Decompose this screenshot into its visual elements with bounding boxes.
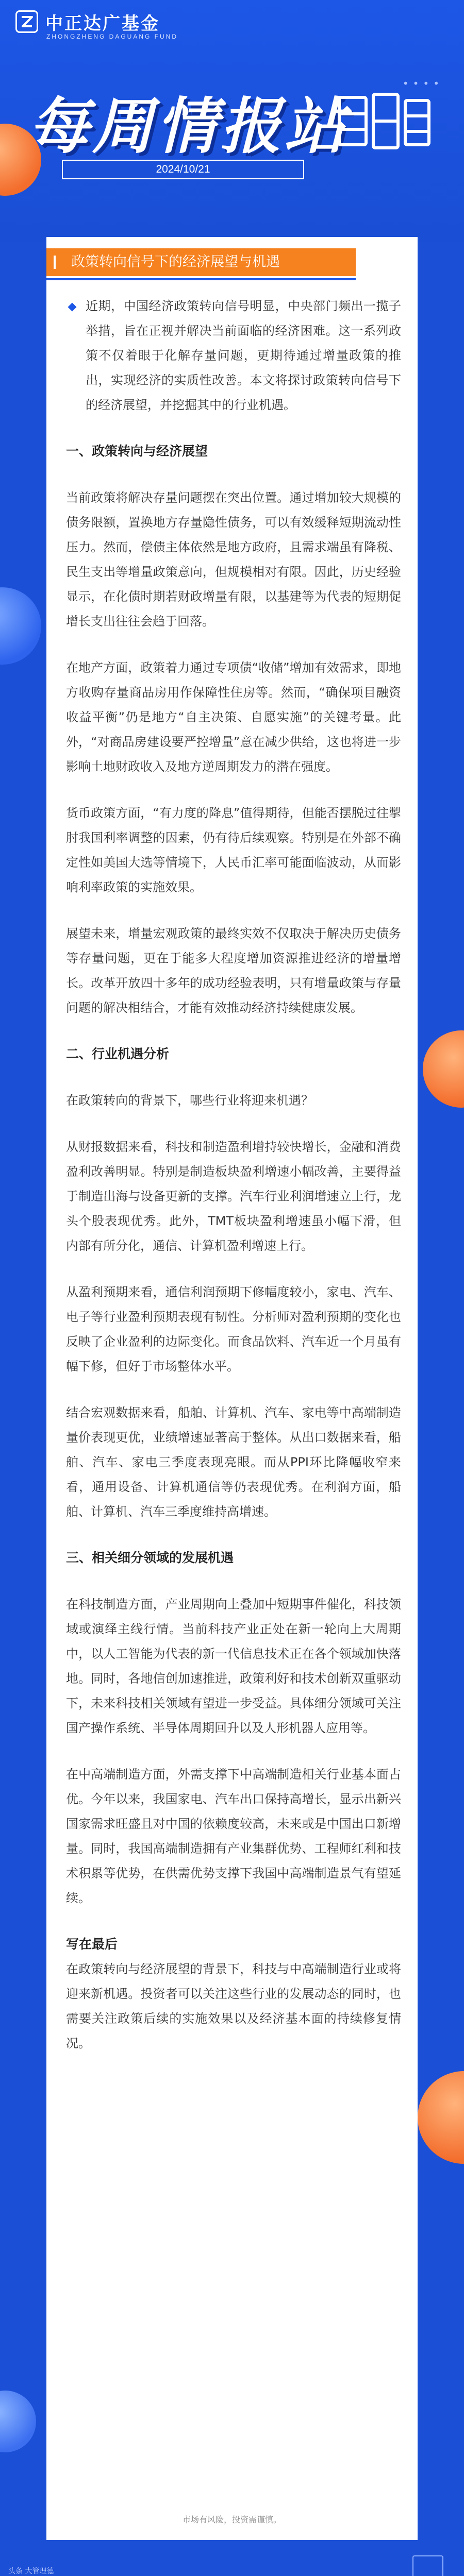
decorative-orange-orb xyxy=(418,2071,464,2164)
decorative-orange-orb xyxy=(423,1030,464,1108)
paragraph: 在地产方面，政策着力通过专项债“收储”增加有效需求，即地方收购存量商品房用作保障性住房等。然而，“确保项目融资收益平衡”仍是地方“自主决策、自愿实施”的关键考量。此外，“对商品房建设要严控增量”意在减少供给，这也将进一步影响土地财政收入及地方逆周期发力的潜在强度。 xyxy=(66,660,401,774)
title-bracket-icon xyxy=(54,256,63,269)
weekly-report-icon xyxy=(335,90,433,152)
page-title: 每周情报站 xyxy=(28,91,349,162)
brand-name: 中正达广基金 xyxy=(45,13,160,34)
watermark: 头条 大管理德 xyxy=(8,2567,54,2575)
decorative-blue-orb xyxy=(0,587,41,665)
decorative-blue-orb xyxy=(0,2391,36,2452)
section-heading: 二、行业机遇分析 xyxy=(66,1046,170,1061)
article-card xyxy=(46,237,418,2540)
paragraph: 结合宏观数据来看，船舶、计算机、汽车、家电等中高端制造量价表现更优，业绩增速显著高于整体。从出口数据来看，船舶、汽车、家电三季度表现亮眼。而从PPI环比降幅收窄来看，通用设备、计算机通信等仍表现优秀。在利润方面，船舶、计算机、汽车三季度维持高增速。 xyxy=(66,1405,401,1519)
brand-name-en: ZHONGZHENG DAGUANG FUND xyxy=(46,33,178,40)
title-divider xyxy=(46,278,356,280)
article-title: 政策转向信号下的经济展望与机遇 xyxy=(71,254,280,270)
decorative-frame-icon xyxy=(412,2555,443,2576)
lead-text: 近期，中国经济政策转向信号明显，中央部门频出一揽子举措，旨在正视并解决当前面临的经济困难。这一系列政策不仅着眼于化解存量问题，更期待通过增量政策的推出，实现经济的实质性改善。本文将探讨政策转向信号下的经济展望，并挖掘其中的行业机遇。 xyxy=(86,299,401,412)
paragraph: 当前政策将解决存量问题摆在突出位置。通过增加较大规模的债务限额，置换地方存量隐性债务，可以有效缓释短期流动性压力。然而，偿债主体依然是地方政府，且需求端虽有降税、民生支出等增量政策意向，但规模相对有限。因此，历史经验显示，在化债时期若财政增量有限，以基建等为代表的短期促增长支出往往会趋于回落。 xyxy=(66,490,401,629)
paragraph: 货币政策方面，“有力度的降息”值得期待，但能否摆脱过往掣肘我国利率调整的因素，仍有待后续观察。特别是在外部不确定性如美国大选等情境下，人民币汇率可能面临波动，从而影响利率政策的实施效果。 xyxy=(66,806,401,894)
date-text: 2024/10/21 xyxy=(156,163,210,175)
paragraph: 在中高端制造方面，外需支撑下中高端制造相关行业基本面占优。今年以来，我国家电、汽车出口保持高增长，显示出新兴国家需求旺盛且对中国的依赖度较高，未来或是中国出口新增量。同时，我国高端制造拥有产业集群优势、工程师红利和技术积累等优势，在供需优势支撑下我国中高端制造景气有望延续。 xyxy=(66,1767,401,1905)
paragraph: 在政策转向的背景下，哪些行业将迎来机遇？ xyxy=(66,1093,313,1108)
diamond-bullet-icon xyxy=(68,303,77,312)
brand-logo-icon xyxy=(15,10,38,33)
article-body xyxy=(66,294,401,2077)
section-heading: 三、相关细分领域的发展机遇 xyxy=(66,1550,234,1565)
paragraph: 从财报数据来看，科技和制造盈利增持较快增长，金融和消费盈利改善明显。特别是制造板块盈利增速小幅改善，主要得益于制造出海与设备更新的支撑。汽车行业利润增速立上行，龙头个股表现优秀。此外，TMT板块盈利增速虽小幅下滑，但内部有所分化，通信、计算机盈利增速上行。 xyxy=(66,1140,401,1253)
paragraph: 在科技制造方面，产业周期向上叠加中短期事件催化，科技领域或演绎主线行情。当前科技产业正处在新一轮向上大周期中，以人工智能为代表的新一代信息技术正在各个领域加快落地。同时，各地信创加速推进，政策利好和技术创新双重驱动下，未来科技相关领域有望进一步受益。具体细分领域可关注国产操作系统、半导体周期回升以及人形机器人应用等。 xyxy=(66,1597,401,1735)
article-title-bar xyxy=(46,248,356,276)
paragraph: 从盈利预期来看，通信利润预期下修幅度较小，家电、汽车、电子等行业盈利预期表现有韧性。分析师对盈利预期的变化也反映了企业盈利的边际变化。而食品饮料、汽车近一个月虽有幅下修，但好于市场整体水平。 xyxy=(66,1285,401,1374)
decorative-dots: •••• xyxy=(402,77,443,90)
date-badge xyxy=(62,160,304,179)
section-heading: 写在最后 xyxy=(66,1937,118,1952)
lead-paragraph xyxy=(66,294,401,417)
paragraph: 展望未来，增量宏观政策的最终实效不仅取决于解决历史债务等存量问题，更在于能多大程度增加资源推进经济的增量增长。改革开放四十多年的成功经验表明，只有增量政策与存量问题的解决相结合，才能有效推动经济持续健康发展。 xyxy=(66,926,401,1015)
section-heading: 一、政策转向与经济展望 xyxy=(66,444,208,459)
risk-disclaimer: 市场有风险，投资需谨慎。 xyxy=(182,2515,281,2524)
paragraph: 在政策转向与经济展望的背景下，科技与中高端制造行业或将迎来新机遇。投资者可以关注这些行业的发展动态的同时，也需要关注政策后续的实施效果以及经济基本面的持续修复情况。 xyxy=(66,1962,401,2050)
